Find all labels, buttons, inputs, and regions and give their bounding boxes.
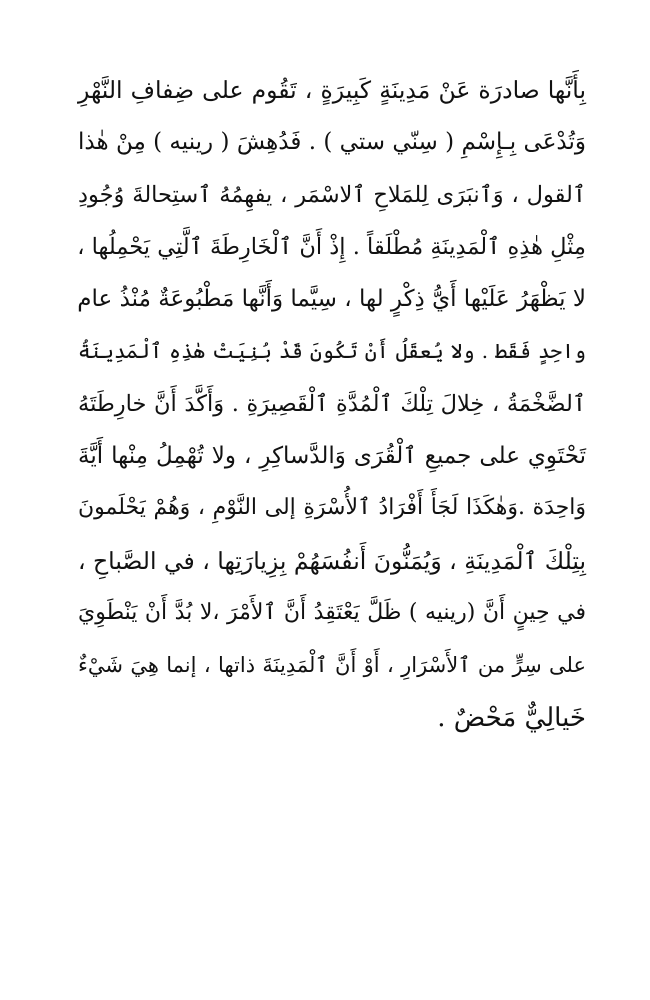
text-line-2: وَتُدْعَى بِـإِسْمِ ( سِنّي ستي ) . فَدُهِشَ ( رينيه ) مِنْ هٰذا	[78, 129, 586, 156]
text-line-12: على سِرٍّ من ٱلأَسْرَارِ ، أَوْ أَنَّ ٱلْمَدِينَةَ ذاتها ، إنما هِيَ شَيْءٌ	[78, 653, 586, 678]
text-line-13: خَيالِيٌّ مَحْضٌ .	[437, 702, 586, 733]
text-line-1: بِأَنَّها صادرَة عَنْ مَدِينَةٍ كَبِيرَةٍ ، تَقُوم على ضِفافِ النَّهْرِ	[78, 76, 586, 104]
text-line-10: بِتِلْكَ ٱلْمَدِينَةِ ، وَيُمَنُّونَ أَنفُسَهُمْ بِزِيارَتِها ، في الصَّباحِ ،	[77, 546, 586, 575]
text-line-6: واحِدٍ فَقَط . ولا يُعقَلُ أَنْ تَكُونَ قَدْ بُنِيَتْ هٰذِهِ ٱلْمَدِينَةُ	[78, 339, 586, 364]
body-text	[78, 64, 586, 744]
text-line-3: ٱلقول ، وَٱنبَرَى لِلمَلاحِ ٱلاسْمَر ، يفهِمُهُ ٱستِحالةَ وُجُودِ	[78, 181, 586, 208]
text-line-11: في حِينٍ أَنَّ (رينيه ) ظَلَّ يَعْتَقِدُ أَنَّ ٱلأَمْرَ ،لا بُدَّ أَنْ يَنْطَوِيَ	[78, 599, 586, 625]
text-line-5: لا يَظْهَرُ عَلَيْها أَيُّ ذِكْرٍ لها ، سِيَّما وَأَنَّها مَطْبُوعَةٌ مُنْذُ عام	[77, 286, 586, 313]
text-line-9: وَاحِدَة .وَهٰكَذَا لَجَأَ أَفْرَادُ ٱلأُسْرَةِ إلى النَّوْمِ ، وَهُمْ يَحْلَمونَ	[78, 495, 586, 521]
text-line-8: تَحْتَوِي على جميعِ ٱلْقُرَى وَالدَّساكِرِ ، ولا تُهْمِلُ مِنْها أَيَّةَ	[78, 443, 586, 470]
text-line-4: مِثْلِ هٰذِهِ ٱلْمَدِينَةِ مُطْلَقاً . إِذْ أَنَّ ٱلْخَارِطَةَ ٱلَّتِي يَحْمِلُها ،	[77, 233, 586, 260]
text-line-7: ٱلضَّخْمَةُ ، خِلالَ تِلْكَ ٱلْمُدَّةِ ٱلْقَصِيرَةِ . وَأَكَّدَ أَنَّ خارِطَتَهُ	[78, 390, 586, 417]
